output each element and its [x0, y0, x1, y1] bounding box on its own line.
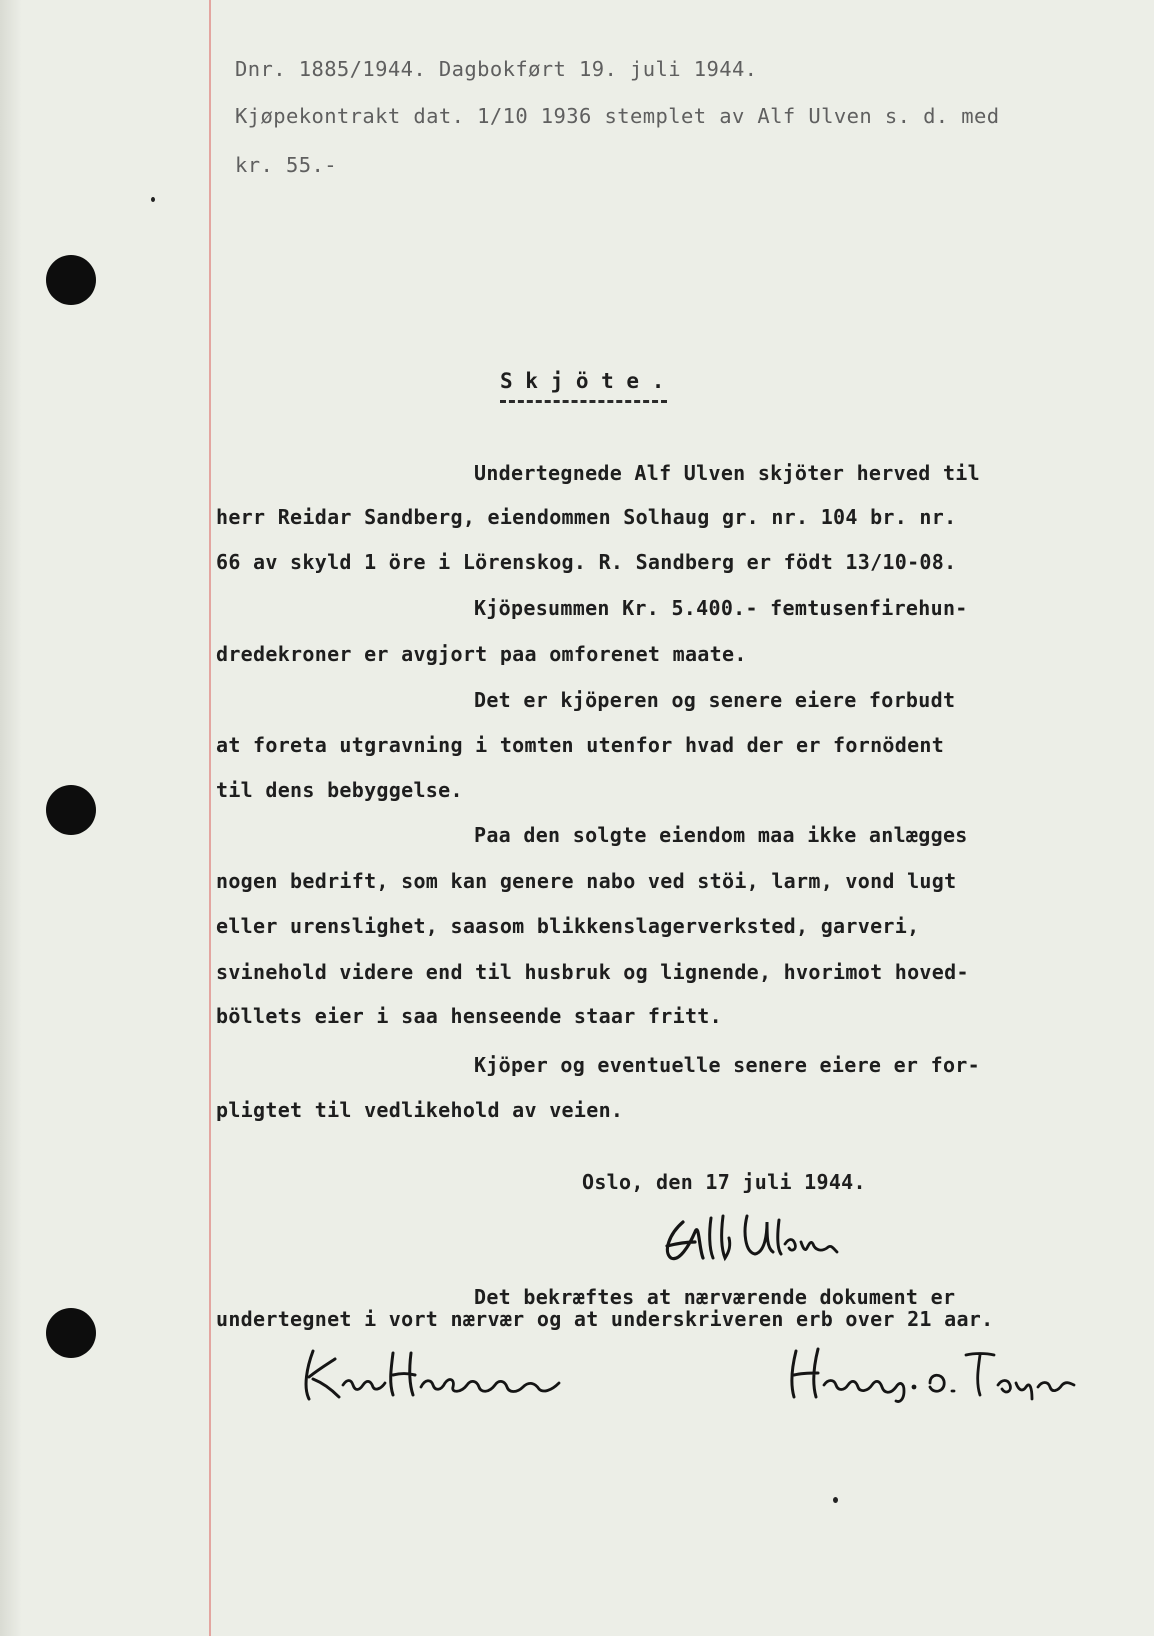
document-title	[500, 369, 664, 393]
confirmation-line: undertegnet i vort nærvær og at underskriveren erb over 21 aar.	[216, 1307, 994, 1331]
registry-line: Kjøpekontrakt dat. 1/10 1936 stemplet av Alf Ulven s. d. med	[235, 104, 1000, 128]
place-date: Oslo, den 17 juli 1944.	[582, 1170, 866, 1194]
witness-signature-right	[780, 1343, 1080, 1405]
body-line: at foreta utgravning i tomten utenfor hvad der er fornödent	[216, 733, 945, 757]
body-line: böllets eier i saa henseende staar fritt.	[216, 1004, 722, 1028]
body-line: til dens bebyggelse.	[216, 778, 463, 802]
title-underline	[500, 400, 667, 403]
seller-signature	[655, 1208, 845, 1268]
body-line: eller urenslighet, saasom blikkenslagerverksted, garveri,	[216, 914, 920, 938]
registry-line: Dnr. 1885/1944. Dagbokført 19. juli 1944.	[235, 57, 758, 81]
speck	[151, 197, 155, 202]
body-line: nogen bedrift, som kan genere nabo ved stöi, larm, vond lugt	[216, 869, 957, 893]
body-line: Paa den solgte eiendom maa ikke anlægges	[474, 823, 968, 847]
punch-hole	[46, 785, 96, 835]
body-line: Det er kjöperen og senere eiere forbudt	[474, 688, 956, 712]
body-line: 66 av skyld 1 öre i Lörenskog. R. Sandberg er födt 13/10-08.	[216, 550, 957, 574]
speck	[833, 1497, 838, 1503]
red-margin-line	[209, 0, 211, 1636]
body-line: svinehold videre end til husbruk og lignende, hvorimot hoved-	[216, 960, 969, 984]
scan-edge	[0, 0, 22, 1636]
body-line: dredekroner er avgjort paa omforenet maate.	[216, 642, 747, 666]
punch-hole	[46, 1308, 96, 1358]
body-line: Undertegnede Alf Ulven skjöter herved til	[474, 461, 980, 485]
body-line: herr Reidar Sandberg, eiendommen Solhaug gr. nr. 104 br. nr.	[216, 505, 957, 529]
punch-hole	[46, 255, 96, 305]
body-line: pligtet til vedlikehold av veien.	[216, 1098, 624, 1122]
body-line: Kjöpesummen Kr. 5.400.- femtusenfirehun-	[474, 596, 968, 620]
body-line: Kjöper og eventuelle senere eiere er for-	[474, 1053, 980, 1077]
confirmation-line: Det bekræftes at nærværende dokument er	[474, 1285, 956, 1309]
registry-line: kr. 55.-	[235, 153, 337, 177]
document-title-text: S k j ö t e .	[500, 369, 665, 393]
witness-signature-left	[295, 1343, 580, 1411]
